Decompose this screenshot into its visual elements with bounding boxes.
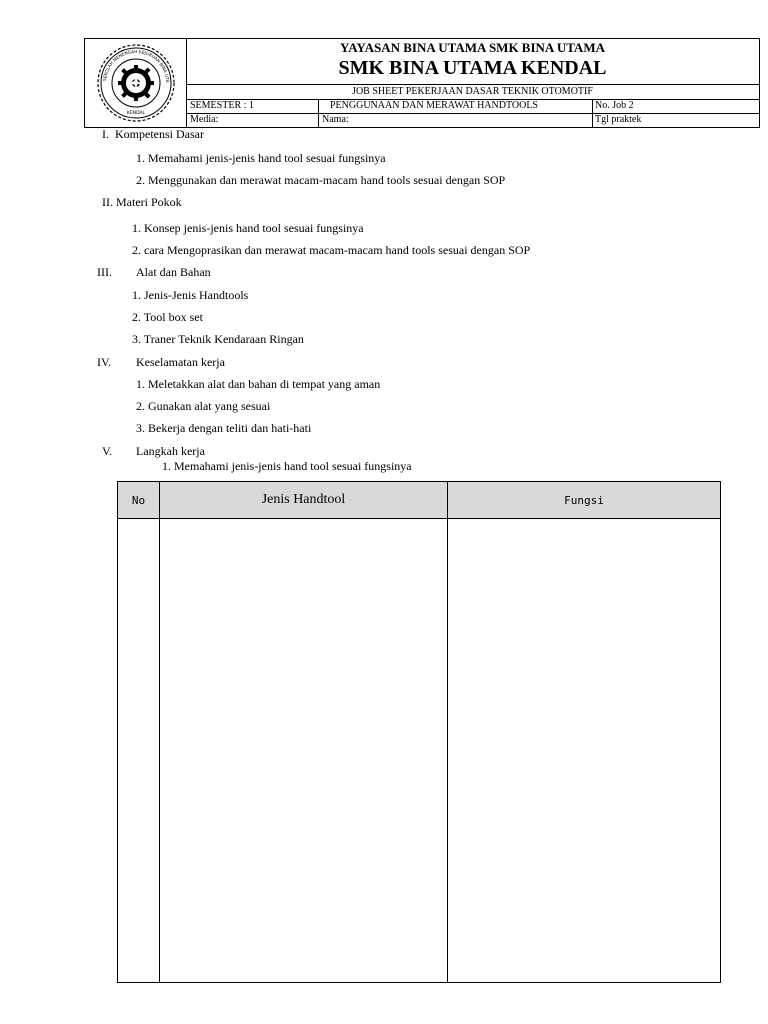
header-divider — [186, 113, 759, 114]
list-item: 1. Jenis-Jenis Handtools — [132, 288, 249, 302]
table-row — [118, 519, 721, 983]
document-header — [84, 38, 760, 128]
list-item: 2. Gunakan alat yang sesuai — [136, 399, 271, 413]
semester-cell: SEMESTER : 1 — [190, 100, 254, 111]
logo-cell — [85, 39, 187, 127]
job-number-cell: No. Job 2 — [595, 100, 634, 111]
column-header-fungsi: Fungsi — [448, 482, 721, 519]
section-title: Alat dan Bahan — [136, 265, 211, 279]
section-title: Materi Pokok — [116, 195, 182, 209]
list-item: 2. Tool box set — [132, 310, 203, 324]
list-item: 2. Menggunakan dan merawat macam-macam hand tools sesuai dengan SOP — [136, 173, 506, 187]
column-divider — [318, 99, 319, 127]
section-number: II. — [102, 195, 113, 209]
header-divider — [186, 84, 759, 85]
column-header-no: No — [118, 482, 160, 519]
section-heading — [102, 128, 204, 140]
list-item: 1. Memahami jenis-jenis hand tool sesuai fungsinya — [136, 151, 386, 165]
foundation-title: YAYASAN BINA UTAMA SMK BINA UTAMA — [340, 40, 605, 55]
section-title: Keselamatan kerja — [136, 355, 225, 369]
logo-ring-text: SEKOLAH MENENGAH KEJURUAN BINA UTA — [103, 49, 170, 83]
school-logo — [93, 43, 179, 123]
list-item: 1. Meletakkan alat dan bahan di tempat yang aman — [136, 377, 381, 391]
job-sheet-title: JOB SHEET PEKERJAAN DASAR TEKNIK OTOMOTIF — [352, 86, 593, 97]
list-item: 1. Konsep jenis-jenis hand tool sesuai fungsinya — [132, 221, 364, 235]
table-cell-no — [118, 519, 160, 983]
section-title: Kompetensi Dasar — [115, 127, 204, 141]
school-title: SMK BINA UTAMA KENDAL — [338, 57, 607, 79]
section-number: III. — [97, 265, 112, 279]
column-divider — [592, 99, 593, 127]
column-header-jenis: Jenis Handtool — [160, 482, 448, 519]
gear-icon — [118, 65, 154, 101]
handtool-table — [117, 481, 721, 983]
section-heading — [102, 196, 182, 208]
section-number: I. — [102, 127, 109, 141]
list-item: 3. Bekerja dengan teliti dan hati-hati — [136, 421, 312, 435]
section-number: V. — [102, 444, 113, 458]
section-title: Langkah kerja — [136, 444, 205, 458]
table-header-row — [118, 482, 721, 519]
media-cell: Media: — [190, 114, 219, 125]
name-cell: Nama: — [322, 114, 349, 125]
topic-cell: PENGGUNAAN DAN MERAWAT HANDTOOLS — [330, 100, 538, 111]
table-cell-jenis — [160, 519, 448, 983]
list-item: 2. cara Mengoprasikan dan merawat macam-macam hand tools sesuai dengan SOP — [132, 243, 531, 257]
practice-date-cell: Tgl praktek — [595, 114, 642, 125]
list-item: 1. Memahami jenis-jenis hand tool sesuai fungsinya — [162, 459, 412, 473]
logo-bottom-text: KENDAL — [126, 111, 146, 116]
section-number: IV. — [97, 355, 112, 369]
list-item: 3. Traner Teknik Kendaraan Ringan — [132, 332, 304, 346]
table-cell-fungsi — [448, 519, 721, 983]
